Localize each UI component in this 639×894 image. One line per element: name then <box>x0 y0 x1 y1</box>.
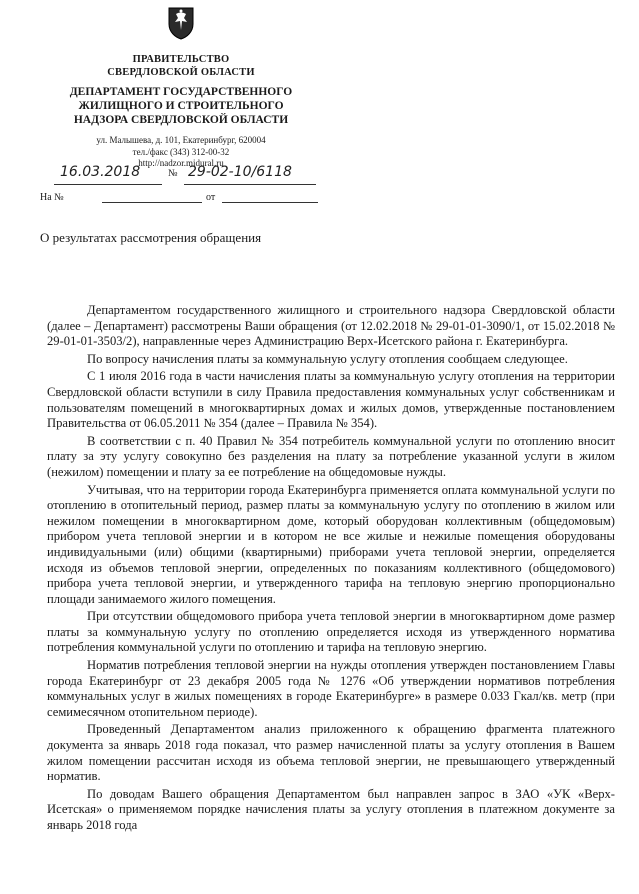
reference-label: На № <box>40 192 64 203</box>
paragraph: Департаментом государственного жилищного и строительного надзора Свердловской области (далее – Департамент) рассмотрены Ваши обращения (от 12.02.2018 № 29-01-01-3090/1, от 15.02.2018 № 29-01-01-3503/2), направленные через Администрацию Верх-Исетского района г. Екатеринбурга. <box>47 303 615 349</box>
reference-line <box>40 192 322 203</box>
paragraph: По доводам Вашего обращения Департаментом был направлен запрос в ЗАО «УК «Верх-Исетская» о применяемом порядке начисления платы за услугу отопления в платежном документе за январь 2018 года <box>47 786 615 832</box>
from-label: от <box>206 192 216 203</box>
phone: тел./факс (343) 312-00-32 <box>132 146 230 157</box>
website: http://nadzor.midural.ru <box>138 158 224 168</box>
number-sign: № <box>168 168 178 179</box>
paragraph: С 1 июля 2016 года в части начисления платы за коммунальную услугу отопления на территории Свердловской области вступили в силу Правила предоставления коммунальных услуг собственникам и пользователям помещений в многоквартирных домах и жилых домов, утвержденные постановлением Правительства от 06.05.2011 № 354 (далее – Правила № 354). <box>47 369 615 431</box>
reference-blank <box>102 202 202 203</box>
number-underline <box>184 184 316 185</box>
address: ул. Малышева, д. 101, Екатеринбург, 620004 <box>96 135 266 145</box>
letter-subject: О результатах рассмотрения обращения <box>40 230 262 245</box>
date-underline <box>54 184 162 185</box>
paragraph: В соответствии с п. 40 Правил № 354 потребитель коммунальной услуги по отоплению вносит плату за эту услугу совокупно без разделения на плату за потребление указанной услуги в жилом (нежилом) помещении и плату за ее потребление на общедомовые нужды. <box>47 433 615 479</box>
paragraph: Проведенный Департаментом анализ приложенного к обращению фрагмента платежного документа за январь 2018 года показал, что размер начисленной платы за услугу отопления в Вашем жилом помещении рассчитан исходя из объема тепловой энергии, не превышающего утвержденный норматив. <box>47 722 615 784</box>
registration-line <box>40 164 322 186</box>
government-title: ПРАВИТЕЛЬСТВО СВЕРДЛОВСКОЙ ОБЛАСТИ <box>107 54 255 78</box>
registration-number: 29-02-10/6118 <box>188 164 292 180</box>
department-title: ДЕПАРТАМЕНТ ГОСУДАРСТВЕННОГО ЖИЛИЩНОГО И СТРОИТЕЛЬНОГО НАДЗОРА СВЕРДЛОВСКОЙ ОБЛАСТИ <box>69 86 293 126</box>
paragraph: Учитывая, что на территории города Екатеринбурга применяется оплата коммунальной услуги по отоплению в отопительный период, размер платы за коммунальную услугу по отоплению в жилом или нежилом помещении в многоквартирном доме, который оборудован коллективным (общедомовым) прибором учета тепловой энергии и в котором не все жилые и нежилые помещения оборудованы индивидуальными (или) общими (квартирными) приборами учета тепловой энергии, определяется исходя из объемов тепловой энергии, определенных по показаниям коллективного (общедомового) прибора учета тепловой энергии, и утвержденного тарифа на тепловую энергию пропорционально площади занимаемого жилого помещения. <box>47 482 615 606</box>
letterhead <box>40 6 322 170</box>
from-blank <box>222 202 318 203</box>
registration-date: 16.03.2018 <box>60 164 141 180</box>
paragraph: По вопросу начисления платы за коммунальную услугу отопления сообщаем следующее. <box>87 351 568 366</box>
paragraph: При отсутствии общедомового прибора учета тепловой энергии в многоквартирном доме размер платы за коммунальную услугу по отоплению определяется исходя из утвержденного норматива потребления коммунальной услуги по отоплению и тарифа на тепловую энергию. <box>47 609 615 655</box>
coat-of-arms-emblem <box>167 6 195 40</box>
letter-body <box>47 303 615 836</box>
paragraph: Норматив потребления тепловой энергии на нужды отопления утвержден постановлением Главы города Екатеринбург от 23 декабря 2005 года № 1276 «Об утверждении нормативов потребления коммунальных услуг в жилых помещениях в городе Екатеринбурге» в размере 0.033 Гкал/кв. метр (при семимесячном отопительном периоде). <box>47 658 615 719</box>
